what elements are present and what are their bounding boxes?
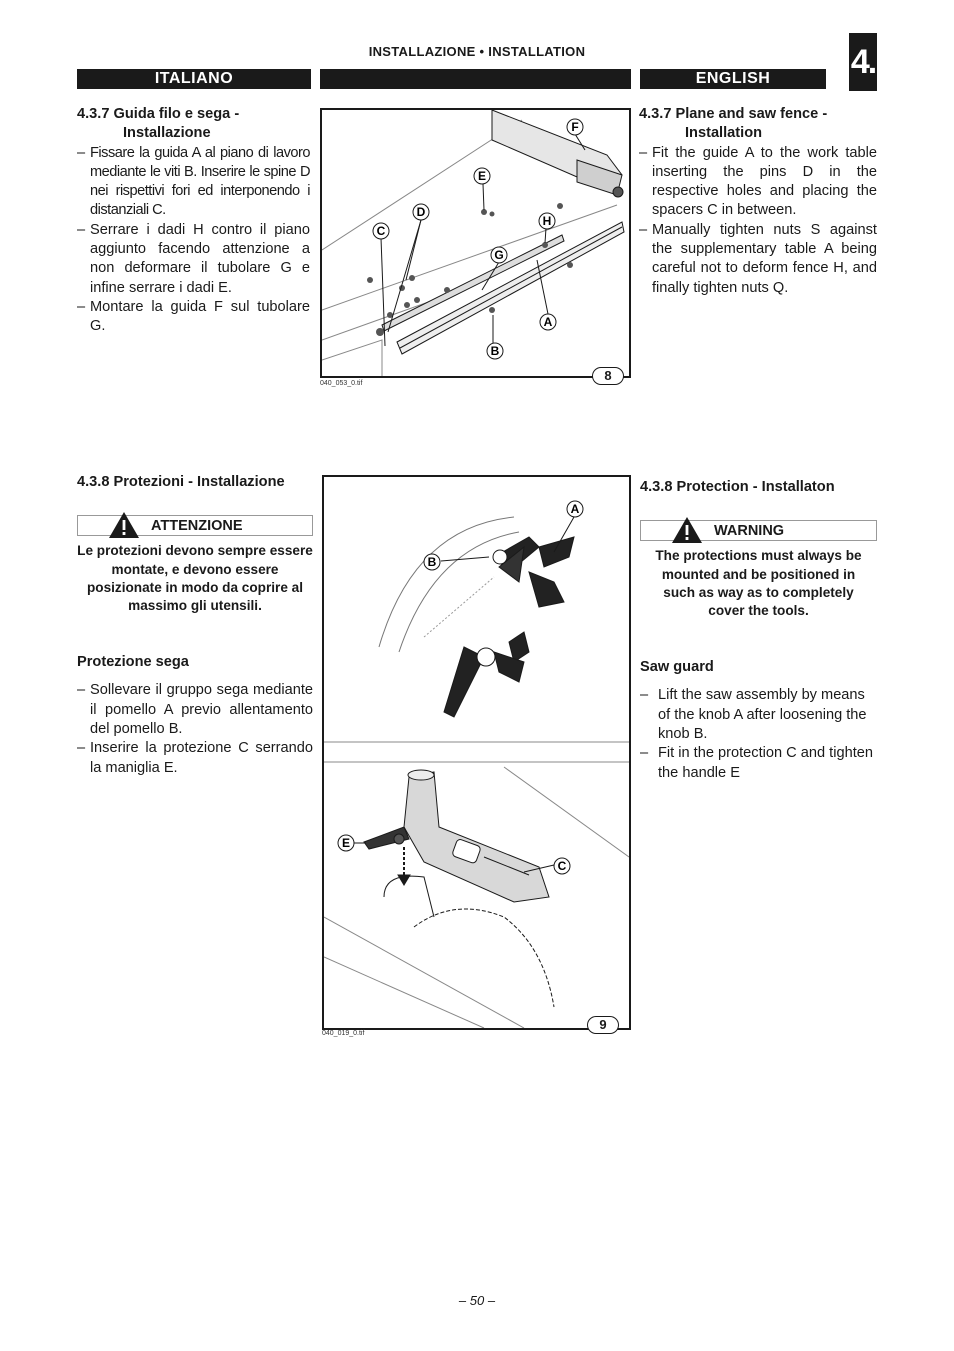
center-bar [320,69,631,89]
chapter-badge: 4. [849,33,877,91]
it-fence-item: – Montare la guida F sul tubolare G. [77,298,310,337]
label-b: B [490,344,500,358]
en-protect-subtitle: Saw guard [640,659,714,676]
label-f: F [571,120,579,134]
label-a: A [543,315,553,329]
en-protect-item: – Lift the saw assembly by means of the knob A after loosening the knob B. [640,686,877,744]
it-protect-section [77,473,313,778]
warning-triangle-icon [108,511,140,539]
label-h: H [542,214,552,228]
it-fence-item: – Serrare i dadi H contro il piano aggiunto facendo attenzione a non deformare il tubolare G e infine serrare i dadi E. [77,221,310,298]
it-protect-title: 4.3.8 Protezioni - Installazione [77,474,285,490]
figure-8-ref: 040_053_0.tif [320,380,363,387]
fence-diagram [322,110,629,376]
en-fence-section [639,105,877,298]
en-warning-header [640,520,877,541]
label-e: E [477,169,487,183]
italian-bar: ITALIANO [77,69,311,89]
page-number: – 50 – [458,1293,496,1308]
header-title: INSTALLAZIONE • INSTALLATION [368,44,586,59]
figure-9-number: 9 [587,1016,619,1034]
it-warning-header [77,515,313,536]
figure-8-number: 8 [592,367,624,385]
label-c: C [376,224,386,238]
en-fence-title-1: 4.3.7 Plane and saw fence - [639,106,828,122]
it-warning-text: Le protezioni devono sempre essere montate, e devono essere posizionate in modo da coprire al massimo gli utensili. [77,543,313,613]
en-fence-item: – Fit the guide A to the work table inserting the pins D in the respective holes and placing the spacers C in between. [639,144,877,221]
it-protect-item: – Sollevare il gruppo sega mediante il pomello A previo allentamento del pomello B. [77,681,313,739]
label-d: D [416,205,426,219]
figure-8 [320,108,631,378]
en-fence-title-2: Installation [685,125,763,142]
label-g: G [494,248,504,262]
it-protect-item: – Inserire la protezione C serrando la maniglia E. [77,739,313,778]
en-fence-item: – Manually tighten nuts S against the supplementary table A being careful not to deform fence H, and finally tighten nuts Q. [639,221,877,298]
it-fence-title-1: 4.3.7 Guida filo e sega - [77,106,240,122]
it-warning-label: ATTENZIONE [151,518,243,535]
en-protect-section [640,478,877,783]
english-bar: ENGLISH [640,69,826,89]
it-fence-section [77,105,310,337]
en-protect-item: – Fit in the protection C and tighten the handle E [640,744,877,783]
label-b: B [427,555,437,569]
label-c: C [557,859,567,873]
en-protect-title: 4.3.8 Protection - Installaton [640,479,835,495]
en-warning-text: The protections must always be mounted and be positioned in such as way as to completely cover the tools. [655,548,862,618]
saw-guard-diagram [324,477,629,1028]
figure-9-ref: 040_019_0.tif [322,1030,365,1037]
figure-9 [322,475,631,1030]
it-fence-title-2: Installazione [123,125,211,142]
warning-triangle-icon [671,516,703,544]
label-e: E [341,836,351,850]
label-a: A [570,502,580,516]
it-fence-item: – Fissare la guida A al piano di lavoro mediante le viti B. Inserire le spine D nei rispettivi fori ed interponendo i distanziali C. [77,144,310,221]
en-warning-label: WARNING [714,523,785,540]
it-protect-subtitle: Protezione sega [77,654,189,671]
